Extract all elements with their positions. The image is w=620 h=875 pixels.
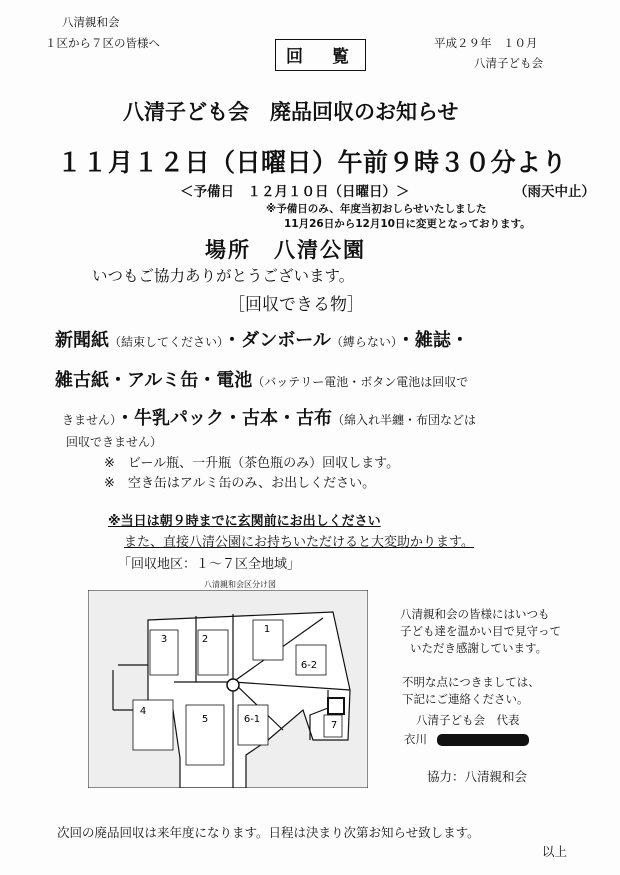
items-line-2 [55, 366, 468, 392]
next-notice: 次回の廃品回収は来年度になります。日程は決まり次第お知らせ致します。 [57, 825, 480, 840]
instruction-deadline: ※当日は朝９時までに玄関前にお出しください [108, 514, 381, 529]
map-block-7-building [328, 698, 344, 714]
greeting: いつもご協力ありがとうございます。 [92, 267, 355, 285]
notice-title: 八清子ども会 廃品回収のお知らせ [123, 100, 459, 124]
items-line-3 [62, 404, 476, 430]
district-label-3: 3 [160, 634, 168, 645]
district-label-5: 5 [201, 714, 209, 725]
sender: 八清子ども会 [474, 56, 543, 70]
district-label-6-2: 6-2 [300, 660, 318, 671]
message-line-3: いただき感謝しています。 [410, 641, 548, 655]
cooperation: 協力：八清親和会 [427, 769, 528, 784]
redaction-block [437, 734, 529, 746]
district-label-2: 2 [201, 634, 209, 645]
note-cans: ※ 空き缶はアルミ缶のみ、お出しください。 [104, 476, 376, 491]
contact-message [402, 674, 540, 708]
event-date-time: １１月１２日（日曜日）午前９時３０分より [57, 148, 568, 177]
message-line-5: 下記にご連絡ください。 [402, 692, 529, 706]
map-title: 八清親和会区分け図 [204, 580, 276, 589]
item-milk-books-cloth: ・牛乳パック・古本・古布 [116, 408, 333, 429]
item-newspaper: 新聞紙 [55, 330, 109, 351]
org-name: 八清親和会 [62, 15, 120, 29]
closing: 以上 [542, 844, 568, 859]
instruction-park: また、直接八清公園にお持ちいただけると大変助かります。 [124, 535, 474, 550]
message-line-1: 八清親和会の皆様にはいつも [400, 607, 550, 621]
items-line-4: 回収できません） [66, 435, 163, 449]
collectables-heading: ［回収できる物］ [228, 295, 364, 315]
district-label-7: 7 [330, 720, 338, 731]
district-map [88, 590, 368, 788]
message-line-4: 不明な点につきましては、 [402, 675, 540, 689]
district-label-4: 4 [139, 706, 147, 717]
item-cardboard-note: （縛らない） [330, 335, 397, 349]
message-line-2: 子ども達を温かい目で見守って [400, 624, 561, 638]
item-paper-cans-batteries: 雑古紙・アルミ缶・電池 [55, 370, 253, 391]
thanks-message [400, 606, 561, 657]
item-cloth-note: （綿入れ半纏・布団などは [332, 413, 477, 427]
map-park-circle [227, 679, 239, 691]
contact-title: 八清子ども会 代表 [416, 713, 520, 727]
event-place: 場所 八清公園 [205, 238, 366, 262]
issue-date: 平成２９年 １０月 [434, 36, 538, 50]
contact-name: 衣川 [404, 732, 427, 746]
rain-note: （雨天中止） [514, 184, 595, 200]
reserve-day: ＜予備日 １２月１０日（日曜日）＞ [180, 184, 410, 200]
items-line-1 [55, 326, 469, 352]
item-battery-note-cont: きません） [62, 413, 117, 427]
district-label-1: 1 [263, 624, 271, 635]
map-block [238, 705, 268, 745]
district-label-6-1: 6-1 [243, 714, 261, 725]
note-bottles: ※ ビール瓶、一升瓶（茶色瓶のみ）回収します。 [104, 456, 400, 471]
item-battery-note: （バッテリー電池・ボタン電池は回収で [252, 375, 469, 389]
item-cardboard: ・ダンボール [223, 330, 331, 351]
change-note-2: 11月26日から12月10日に変更となっております。 [284, 218, 531, 230]
collection-area: 「回収地区：１～７区全地域」 [118, 557, 301, 572]
contact-line [404, 731, 529, 747]
recipients: １区から７区の皆様へ [45, 36, 160, 50]
item-newspaper-note: （結束してください） [109, 335, 224, 349]
change-note-1: ※予備日のみ、年度当初おしらせいたしました [266, 203, 487, 215]
item-magazine: ・雑誌・ [396, 330, 469, 351]
circulation-label: 回 覧 [275, 39, 366, 71]
